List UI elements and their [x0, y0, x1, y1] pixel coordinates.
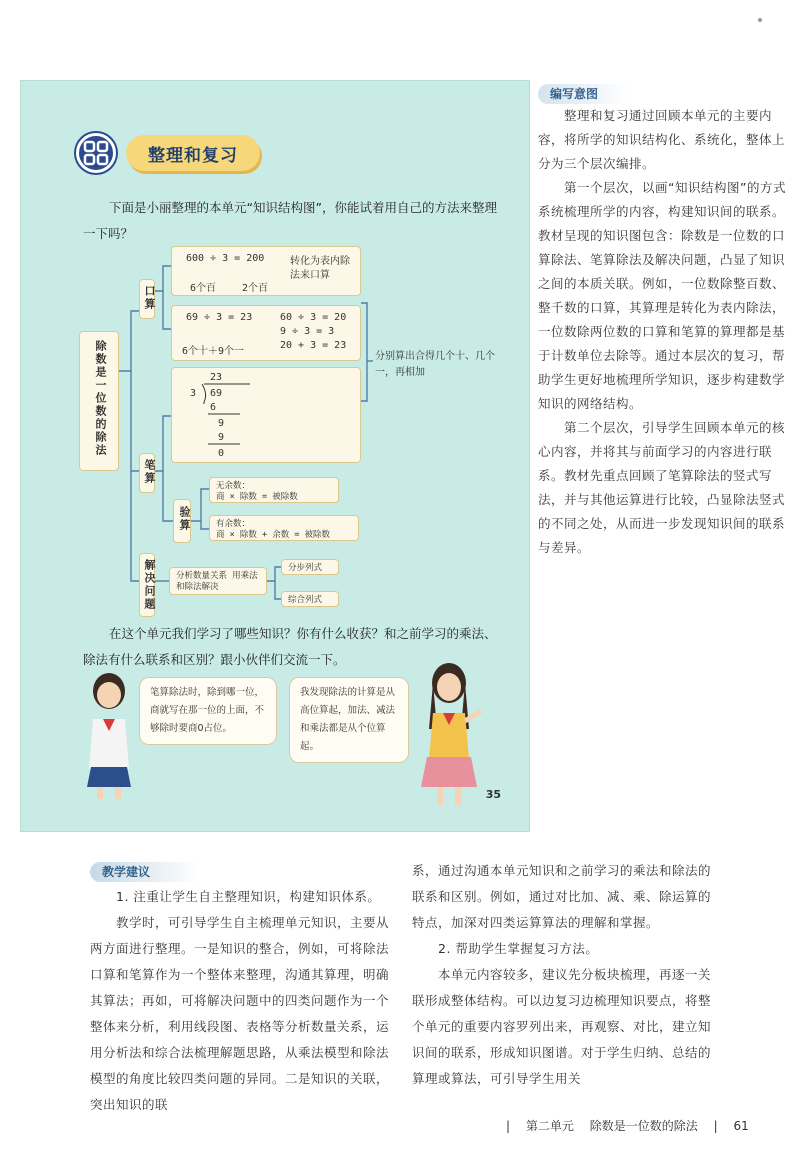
check-2-title: 有余数：: [216, 519, 251, 529]
footer-unit-title: 除数是一位数的除法: [589, 1119, 698, 1133]
long-div-step-3: 9: [218, 432, 225, 443]
long-div-remainder: 0: [218, 448, 225, 459]
section-title: 整理和复习: [126, 135, 260, 171]
long-div-dividend: 69: [210, 388, 223, 399]
solve-box: [169, 567, 267, 595]
tips-paragraph: 教学时，可引导学生自主梳理单元知识，主要从两方面进行整理。一是知识的整合，例如，可将除法口算和笔算作为一个整体来整理，沟通其算理，明确其算法；再如，可将解决问题中的四类问题作为一个整体来分析，利用线段图、表格等分析数量关系，运用分析法和综合法梳理解题思路，从乘法模型和除法模型的角度比较四类问题的异同。二是知识的关联，突出知识的联: [90, 915, 390, 1112]
written-label: 笔算: [143, 459, 156, 485]
speech-bubble-left: 笔算除法时，除到哪一位，商就写在那一位的上面，不够除时要商0占位。: [139, 677, 277, 745]
root-node: [79, 331, 119, 471]
tips-paragraph: 系，通过沟通本单元知识和之前学习的乘法和除法的联系和区别。例如，通过对比加、减、乘、除运算的特点，加深对四类运算算法的理解和掌握。: [412, 863, 712, 930]
page-footer: [500, 1117, 755, 1134]
root-label: 除数是一位数的除法: [94, 340, 107, 457]
oral-eq-1: 600 ÷ 3 = 200: [186, 253, 265, 264]
oral-label: 口算: [143, 285, 156, 311]
check-1-formula: 商 × 除数 = 被除数: [216, 492, 298, 502]
question-text: 在这个单元我们学习了哪些知识？你有什么收获？和之前学习的乘法、除法有什么联系和区别？跟小伙伴们交流一下。: [83, 626, 497, 667]
long-div-divisor: 3: [190, 388, 197, 399]
solve-b-box: [281, 591, 339, 607]
design-intent-tag: 编写意图: [538, 84, 628, 104]
oral-eq-3-l2: 9 ÷ 3 = 3: [280, 326, 335, 337]
oral-note-1: 转化为表内除法来口算: [290, 256, 350, 281]
tips-right-column: [412, 858, 722, 1092]
solve-a-box: [281, 559, 339, 575]
long-div-step-2: 9: [218, 418, 225, 429]
intro-text: 下面是小丽整理的本单元“知识结构图”，你能试着用自己的方法来整理一下吗？: [83, 200, 497, 241]
solve-node: [139, 553, 155, 617]
oral-eq-2: 69 ÷ 3 = 23: [186, 312, 253, 323]
footer-separator: |: [713, 1119, 718, 1133]
long-division-box: [171, 367, 361, 463]
long-div-quotient: 23: [210, 372, 223, 383]
textbook-page: [20, 80, 530, 832]
check-1-title: 无余数：: [216, 481, 251, 491]
oral-node: [139, 279, 155, 319]
oral-eq-2-sub: 6个十＋9个一: [182, 346, 245, 357]
oral-eq-1-b: 2个百: [242, 283, 269, 294]
solve-b: 综合列式: [288, 595, 323, 605]
tips-paragraph: 2. 帮助学生掌握复习方法。: [438, 941, 599, 956]
girl-figure-left: [79, 669, 139, 799]
solve-label: 解决问题: [143, 559, 156, 611]
design-intent-paragraph: 第二个层次，引导学生回顾本单元的核心内容，并将其与前面学习的内容进行联系。教材先重点回顾了笔算除法的竖式写法，并与其他运算进行比较，凸显除法竖式的不同之处，从而进一步发现知识间的联系与差异。: [538, 420, 786, 555]
oral-eq-1-a: 6个百: [190, 283, 217, 294]
check-box-1: [209, 477, 339, 503]
check-box-2: [209, 515, 359, 541]
footer-page-number: 61: [733, 1119, 749, 1133]
solve-a: 分步列式: [288, 563, 323, 573]
oral-box-1: [171, 246, 361, 296]
tips-paragraph: 本单元内容较多，建议先分板块梳理，再逐一关联形成整体结构。可以边复习边梳理知识要点，将整个单元的重要内容罗列出来，再观察、对比，建立知识间的联系，形成知识图谱。对于学生归纳、总结的算理或算法，可引导学生用关: [412, 967, 712, 1086]
speech-bubble-right: 我发现除法的计算是从高位算起，加法、减法和乘法都是从个位算起。: [289, 677, 409, 763]
corner-mark: [758, 18, 762, 22]
written-node: [139, 453, 155, 493]
oral-eq-3-l3: 20 + 3 = 23: [280, 340, 347, 351]
textbook-page-number: 35: [485, 788, 501, 801]
solve-note: 分析数量关系 用乘法和除法解决: [176, 571, 258, 592]
design-intent-paragraph: 第一个层次，以画“知识结构图”的方式系统梳理所学的内容，构建知识间的联系。教材呈现的知识图包含：除数是一位数的口算除法、笔算除法及解决问题，凸显了知识之间的本质关联。例如，一位数除整百数、整千数的口算，其算理是转化为表内除法，一位数除两位数的口算和笔算的算理都是基于计数单位去除等。通过本层次的复习，帮助学生更好地梳理所学知识，逐步构建数学知识的网络结构。: [538, 180, 786, 411]
tips-left-column: [90, 884, 392, 1118]
oral-eq-3-l1: 60 ÷ 3 = 20: [280, 312, 347, 323]
footer-unit: 第二单元: [525, 1119, 574, 1133]
design-intent-text: [538, 104, 786, 560]
oral-note-2: 分别算出合得几个十、几个一，再相加: [375, 351, 495, 378]
check-node: [173, 499, 191, 543]
design-intent-paragraph: 整理和复习通过回顾本单元的主要内容，将所学的知识结构化、系统化，整体上分为三个层次编排。: [538, 108, 786, 171]
check-2-formula: 商 × 除数 + 余数 = 被除数: [216, 530, 331, 540]
footer-separator: |: [506, 1119, 511, 1133]
girl-figure-right: [419, 659, 483, 809]
check-label: 验算: [178, 506, 191, 532]
long-div-step-1: 6: [210, 402, 217, 413]
teaching-tips-tag: 教学建议: [90, 862, 200, 882]
tips-paragraph: 1. 注重让学生自主整理知识，构建知识体系。: [116, 889, 381, 904]
division-bracket: [190, 368, 270, 464]
oral-box-2: [171, 305, 361, 361]
